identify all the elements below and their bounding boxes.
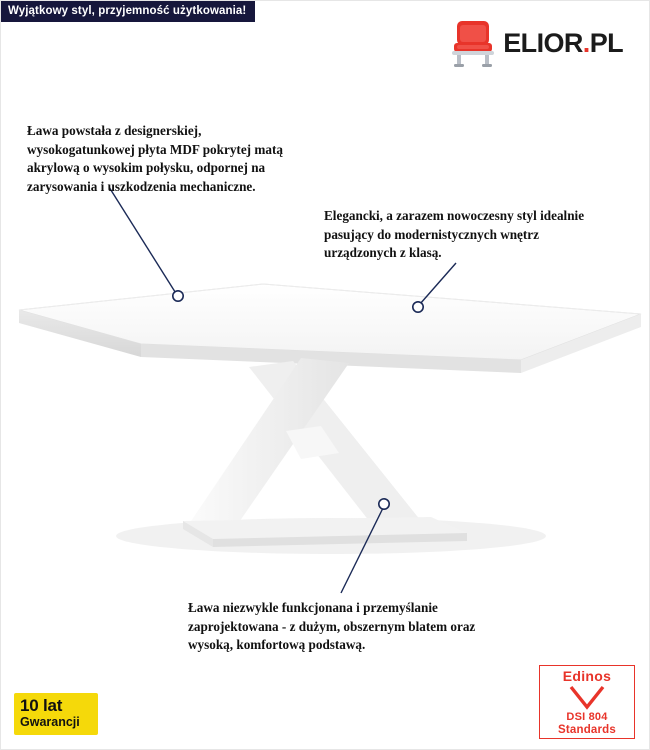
callout-text-3: Ława niezwykle funkcjonana i przemyślanie zaprojektowana - z dużym, obszernym blatem oraz wysoką, komfortową podstawą. bbox=[188, 600, 476, 652]
red-check-icon bbox=[567, 684, 607, 715]
warranty-years: 10 lat bbox=[20, 696, 63, 715]
brand-name: ELIOR bbox=[503, 27, 583, 58]
brand-dot: . bbox=[582, 27, 590, 58]
certificate-standards: Standards bbox=[557, 724, 617, 736]
brand-tld: PL bbox=[589, 27, 623, 58]
certificate-code: DSI 804 bbox=[566, 711, 608, 723]
warranty-label: Gwarancji bbox=[20, 715, 80, 729]
top-banner: Wyjątkowy styl, przyjemność użytkowania! bbox=[1, 1, 255, 22]
warranty-badge bbox=[14, 693, 98, 735]
callout-text-1: Ława powstała z designerskiej, wysokogatunkowej płyta MDF pokrytej matą akrylową o wysokim połysku, odpornej na zarysowania i uszkodzenia mechaniczne. bbox=[27, 123, 283, 194]
table-top bbox=[19, 284, 641, 373]
leader-line-1 bbox=[109, 187, 183, 301]
callout-text-2: Elegancki, a zarazem nowoczesny styl idealnie pasujący do modernistycznych wnętrz urządzonych z klasą. bbox=[324, 208, 585, 260]
certificate-brand: Edinos bbox=[562, 668, 612, 684]
certificate-badge bbox=[539, 665, 635, 739]
